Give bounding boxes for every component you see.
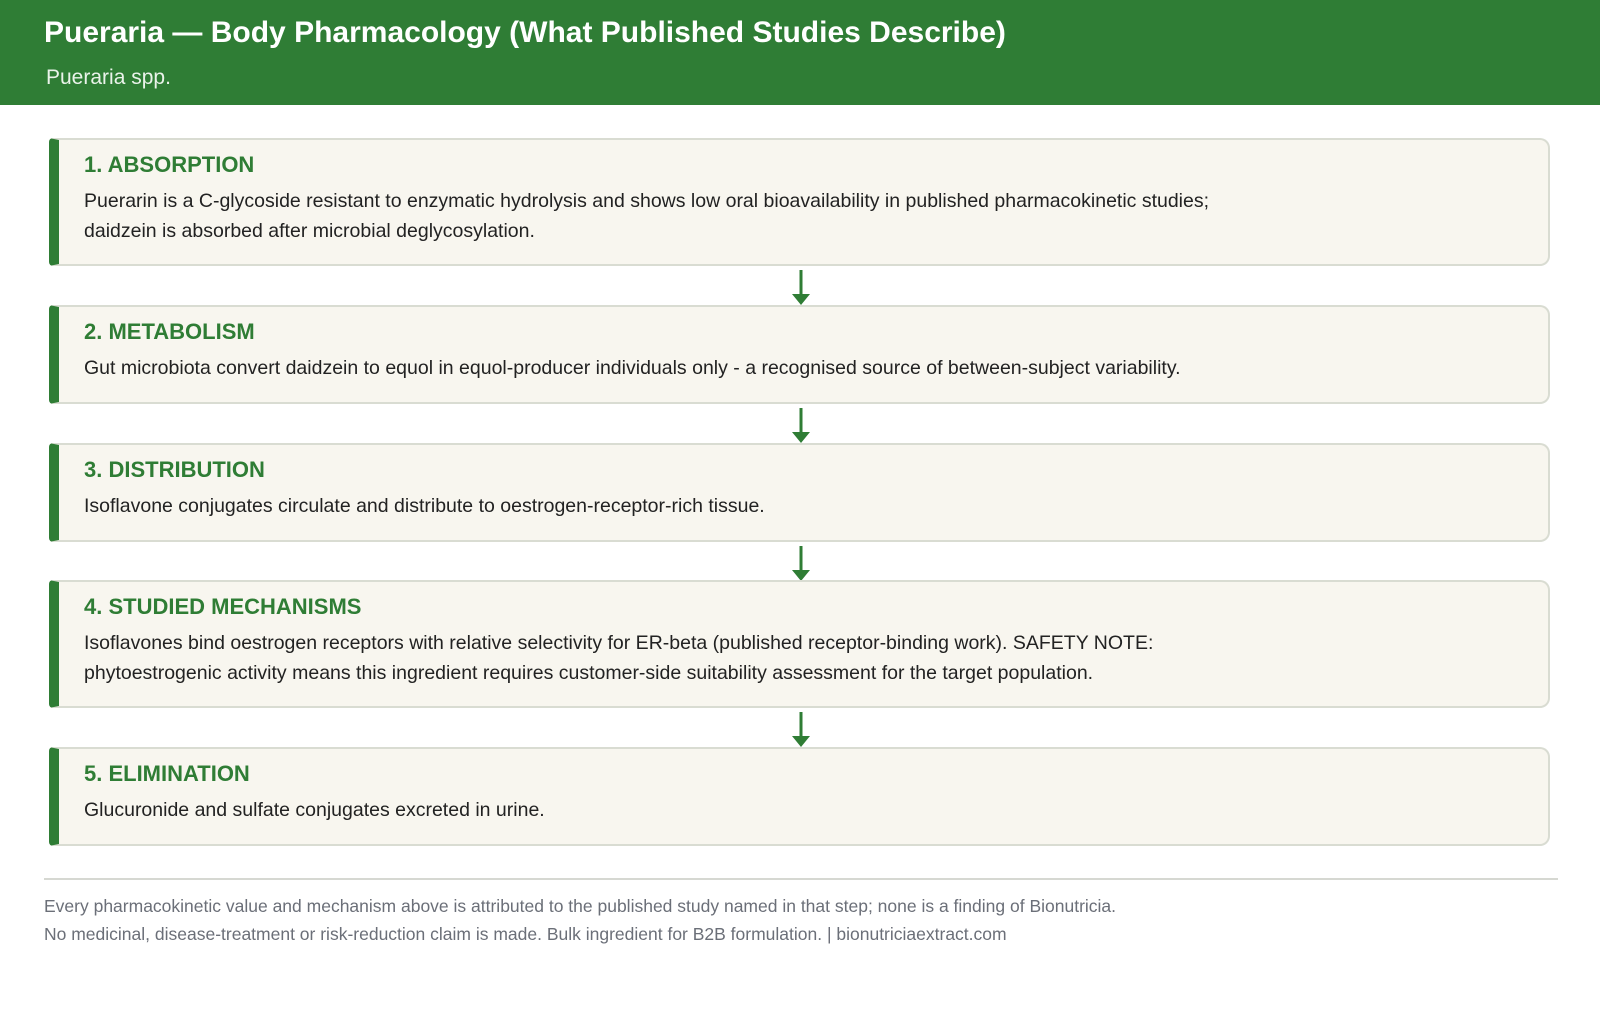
step-description-line: Isoflavone conjugates circulate and distribute to oestrogen-receptor-rich tissue. xyxy=(84,495,765,517)
step-elimination xyxy=(49,747,1550,846)
step-description xyxy=(84,628,1424,688)
step-description xyxy=(84,186,1424,246)
down-arrow-icon xyxy=(791,546,811,582)
footer-divider xyxy=(44,878,1558,880)
step-description-line: daidzein is absorbed after microbial deglycosylation. xyxy=(84,220,535,242)
step-description xyxy=(84,491,1424,521)
step-title: 2. METABOLISM xyxy=(84,319,255,344)
step-title: 4. STUDIED MECHANISMS xyxy=(84,594,362,619)
step-metabolism xyxy=(49,305,1550,404)
step-absorption xyxy=(49,138,1550,266)
page-subtitle: Pueraria spp. xyxy=(46,66,171,89)
step-description xyxy=(84,795,1424,825)
footer-disclaimer-attribution: Every pharmacokinetic value and mechanism above is attributed to the published study named in that step; none is a finding of Bionutricia. xyxy=(44,896,1117,916)
step-description-line: Glucuronide and sulfate conjugates excreted in urine. xyxy=(84,799,545,821)
step-distribution xyxy=(49,443,1550,542)
step-studied-mechanisms xyxy=(49,580,1550,708)
step-description-line: Puerarin is a C-glycoside resistant to enzymatic hydrolysis and shows low oral bioavailability in published pharmacokinetic studies; xyxy=(84,190,1210,212)
step-title: 5. ELIMINATION xyxy=(84,761,250,786)
step-description-line: Isoflavones bind oestrogen receptors with relative selectivity for ER-beta (published receptor-binding work). SAFETY NOTE: xyxy=(84,632,1154,654)
step-title: 3. DISTRIBUTION xyxy=(84,457,265,482)
step-description-line: phytoestrogenic activity means this ingredient requires customer-side suitability assessment for the target population. xyxy=(84,662,1094,684)
step-title: 1. ABSORPTION xyxy=(84,152,255,177)
step-description-line: Gut microbiota convert daidzein to equol in equol-producer individuals only - a recognised source of between-subject variability. xyxy=(84,357,1181,379)
down-arrow-icon xyxy=(791,408,811,444)
step-description xyxy=(84,353,1424,383)
page-title: Pueraria — Body Pharmacology (What Published Studies Describe) xyxy=(44,16,1006,49)
header-banner xyxy=(0,0,1600,105)
down-arrow-icon xyxy=(791,270,811,306)
down-arrow-icon xyxy=(791,712,811,748)
footer-disclaimer-claims: No medicinal, disease-treatment or risk-reduction claim is made. Bulk ingredient for B2B formulation. | bionutriciaextract.com xyxy=(44,924,1007,944)
